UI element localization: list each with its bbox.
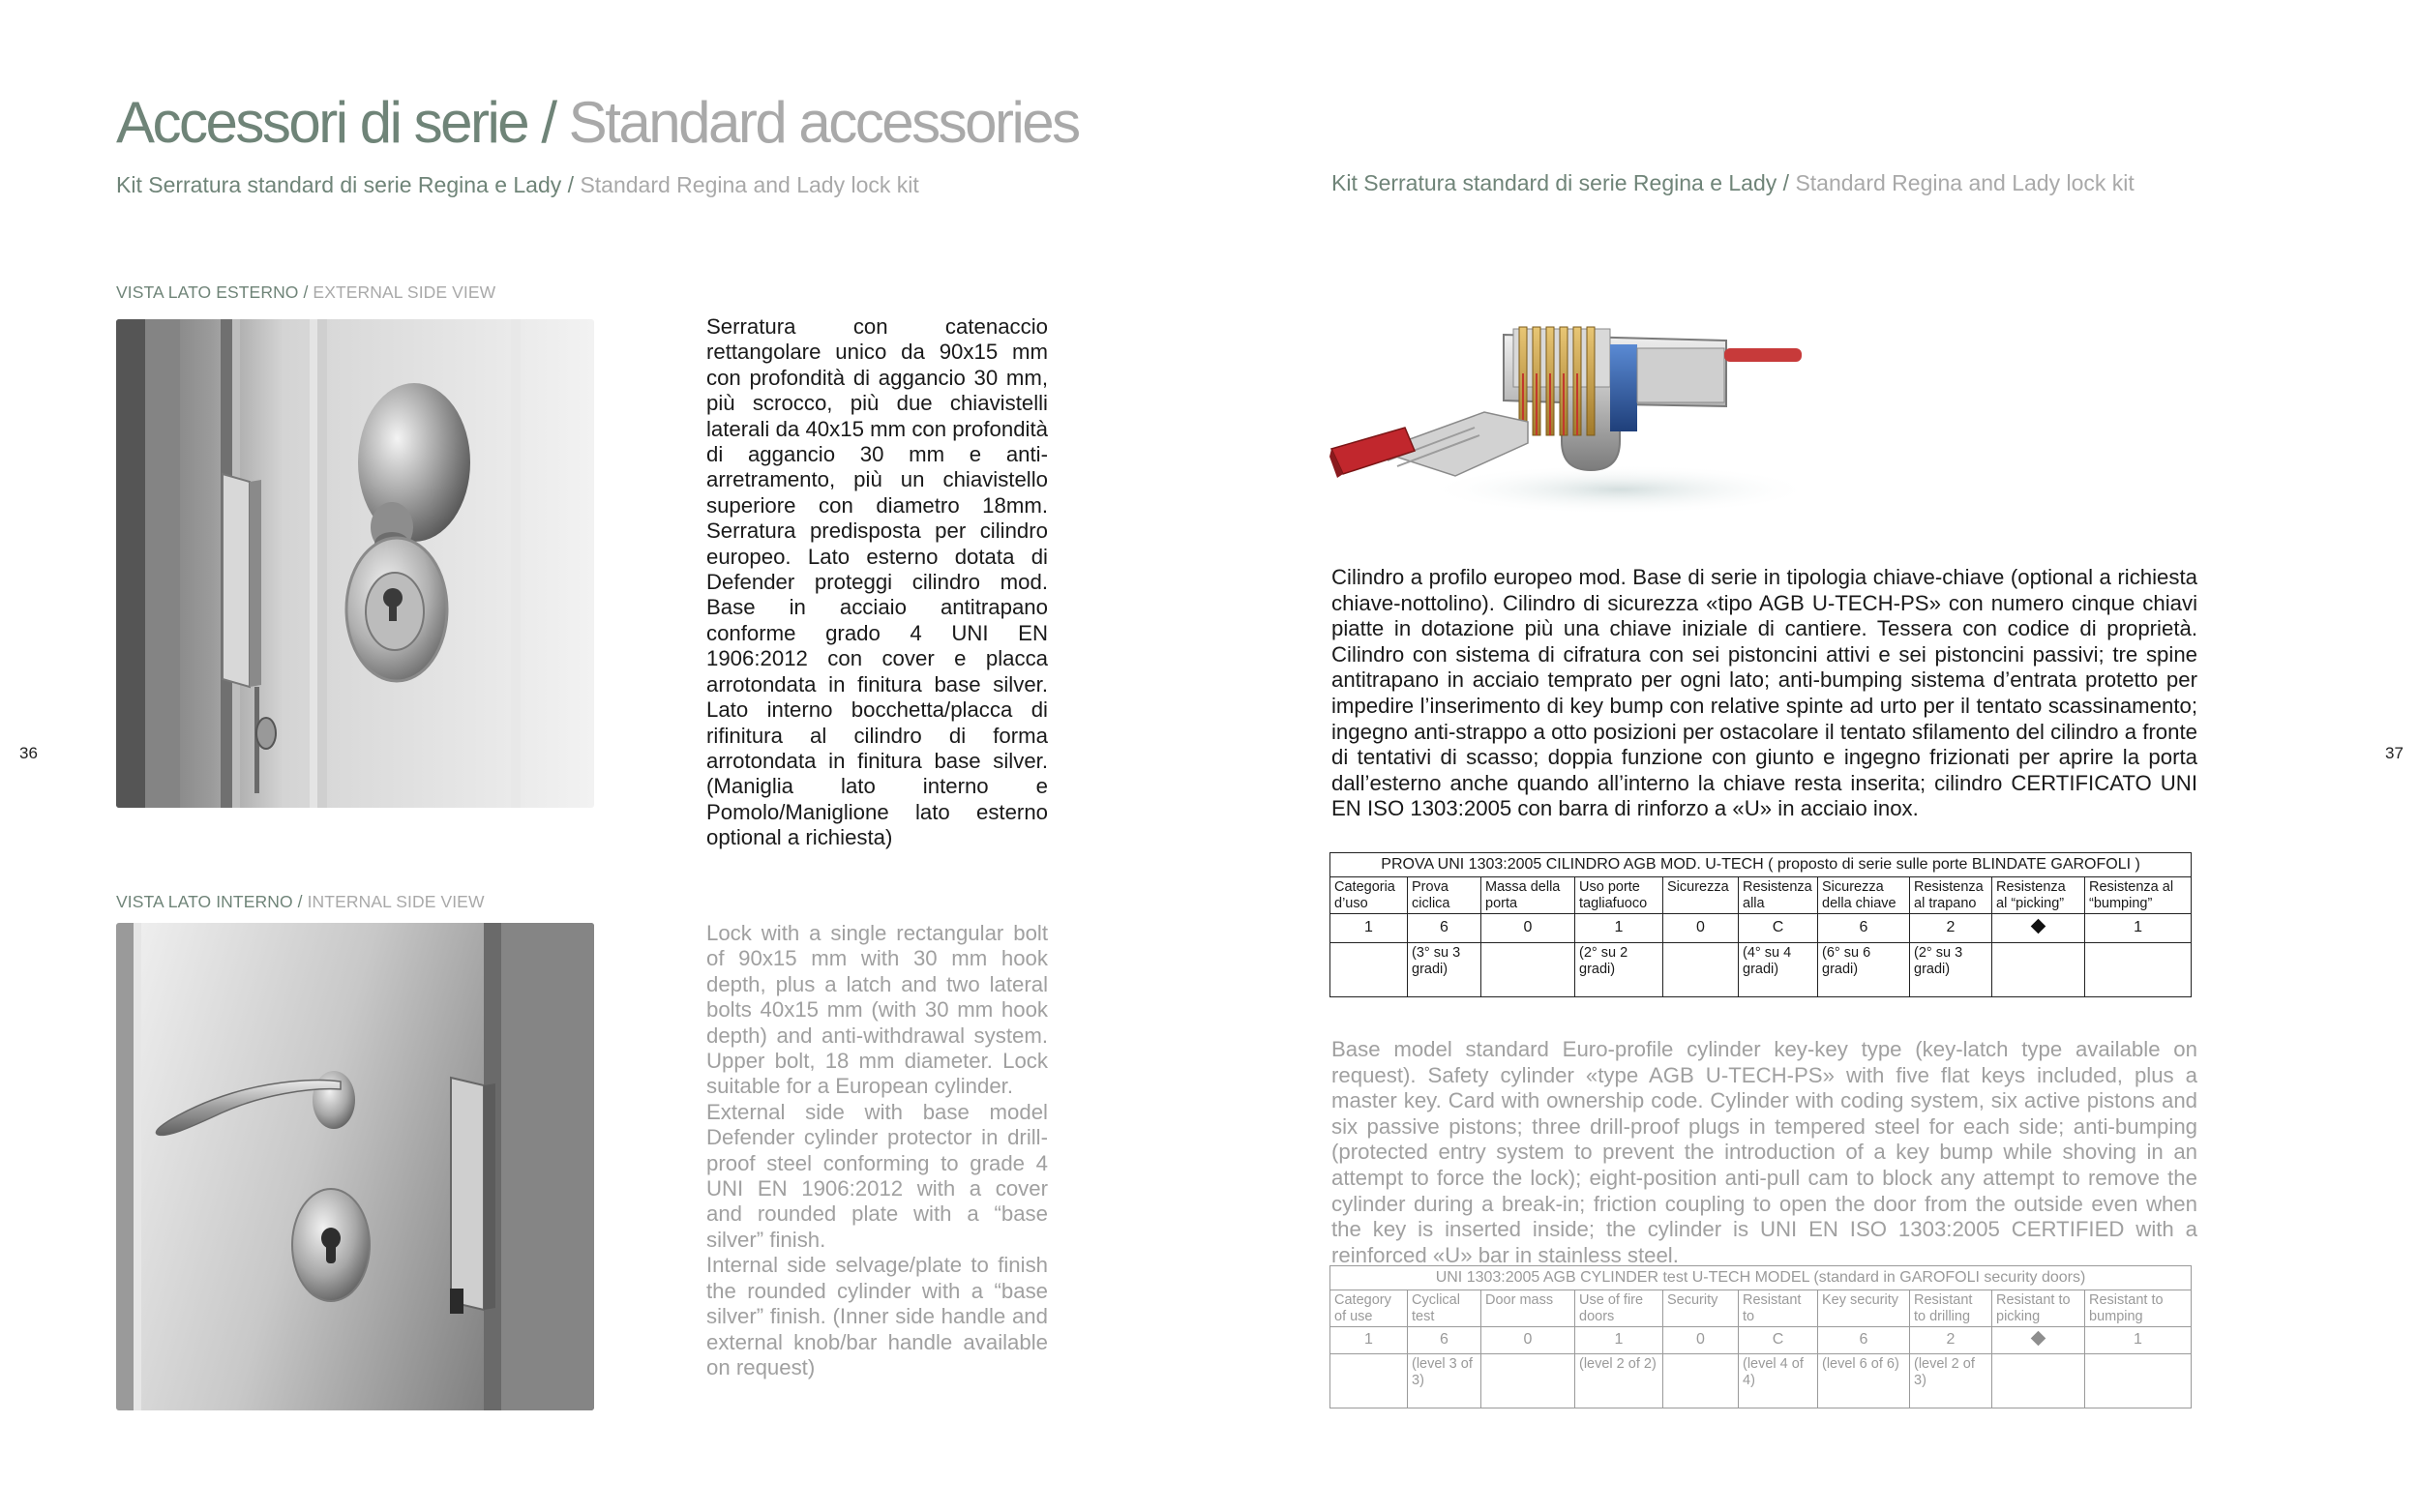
table-header-cell: Resistant to drilling	[1910, 1290, 1992, 1327]
table-note-cell: (6° su 6 gradi)	[1818, 943, 1910, 997]
right-kit-subtitle-english: Standard Regina and Lady lock kit	[1795, 170, 2135, 195]
table-note-cell: (level 2 of 3)	[1910, 1354, 1992, 1408]
table-caption: UNI 1303:2005 AGB CYLINDER test U-TECH MODEL (standard in GAROFOLI security doors)	[1330, 1266, 2192, 1290]
table-value-cell: 6	[1818, 1327, 1910, 1354]
table-header-cell: Security	[1663, 1290, 1739, 1327]
table-header-cell: Cyclical test	[1408, 1290, 1481, 1327]
table-note-cell	[1330, 1354, 1408, 1408]
table-value-cell: 0	[1481, 1327, 1575, 1354]
table-value-cell: 1	[1575, 914, 1663, 943]
table-value-cell: 6	[1818, 914, 1910, 943]
table-header-cell: Resistenza al trapano	[1910, 877, 1992, 914]
table-note-cell	[1992, 1354, 2085, 1408]
lock-description-english	[706, 921, 1048, 1380]
table-value-cell	[1992, 1327, 2085, 1354]
table-header-cell: Massa della porta	[1481, 877, 1575, 914]
left-kit-subtitle-english: Standard Regina and Lady lock kit	[580, 172, 919, 197]
table-header-cell: Resistant to bumping	[2085, 1290, 2192, 1327]
page-title	[116, 89, 1079, 156]
table-note-cell	[2085, 943, 2192, 997]
internal-view-label-english: INTERNAL SIDE VIEW	[307, 892, 485, 911]
cylinder-illustration	[1329, 306, 1833, 519]
right-kit-subtitle	[1331, 170, 2135, 196]
page-title-english: Standard accessories	[568, 90, 1079, 155]
table-header-cell: Uso porte tagliafuoco	[1575, 877, 1663, 914]
table-header-cell: Prova ciclica	[1408, 877, 1481, 914]
table-header-cell: Use of fire doors	[1575, 1290, 1663, 1327]
table-value-cell: 0	[1663, 1327, 1739, 1354]
table-value-cell	[1992, 914, 2085, 943]
table-value-cell: 6	[1408, 914, 1481, 943]
table-value-cell: 2	[1910, 1327, 1992, 1354]
table-note-cell: (2° su 2 gradi)	[1575, 943, 1663, 997]
table-caption: PROVA UNI 1303:2005 CILINDRO AGB MOD. U-TECH ( proposto di serie sulle porte BLINDATE GAROFOLI )	[1330, 853, 2192, 877]
table-note-cell: (level 2 of 2)	[1575, 1354, 1663, 1408]
table-note-cell: (level 3 of 3)	[1408, 1354, 1481, 1408]
table-value-cell: C	[1739, 914, 1818, 943]
table-note-cell	[2085, 1354, 2192, 1408]
table-value-cell: 1	[1575, 1327, 1663, 1354]
table-value-cell: 0	[1663, 914, 1739, 943]
page-number-right: 37	[2385, 744, 2404, 762]
internal-view-label-italian: VISTA LATO INTERNO /	[116, 892, 303, 911]
table-header-cell: Resistenza al “bumping”	[2085, 877, 2192, 914]
lock-description-italian-text: Serratura con catenaccio rettangolare unico da 90x15 mm con profondità di aggancio 30 mm, più scrocco, più due chiavistelli laterali da 40x15 mm con profondità di aggancio 30 mm e anti-arretramento, più un chiavistello superiore con diametro 18mm. Serratura predisposta per cilindro europeo. Lato esterno dotata di Defender proteggi cilindro mod. Base in acciaio antitrapano conforme grado 4 UNI EN 1906:2012 con cover e placca arrotondata in finitura base silver. Lato interno bocchetta/placca di rifinitura al cilindro di forma arrotondata in finitura base silver. (Maniglia lato interno e Pomolo/Maniglione lato esterno optional a richiesta)	[706, 314, 1048, 850]
table-value-cell: 1	[2085, 1327, 2192, 1354]
lock-description-italian	[706, 314, 1048, 851]
table-note-cell	[1481, 943, 1575, 997]
table-value-cell: 1	[1330, 1327, 1408, 1354]
cylinder-description-english	[1331, 1037, 2197, 1268]
right-kit-subtitle-italian: Kit Serratura standard di serie Regina e Lady /	[1331, 170, 1790, 195]
table-note-cell	[1663, 943, 1739, 997]
table-header-cell: Resistant to picking	[1992, 1290, 2085, 1327]
table-value-cell: 6	[1408, 1327, 1481, 1354]
cylinder-test-table-italian	[1329, 852, 2192, 997]
table-note-cell	[1992, 943, 2085, 997]
left-kit-subtitle-italian: Kit Serratura standard di serie Regina e Lady /	[116, 172, 575, 197]
table-header-cell: Categoria d’uso	[1330, 877, 1408, 914]
table-header-cell: Resistenza al “picking”	[1992, 877, 2085, 914]
table-note-cell	[1481, 1354, 1575, 1408]
table-note-cell	[1663, 1354, 1739, 1408]
page-number-left: 36	[19, 744, 38, 762]
external-view-label	[116, 282, 495, 303]
external-view-label-english: EXTERNAL SIDE VIEW	[313, 282, 496, 302]
cylinder-description-italian	[1331, 565, 2197, 822]
diamond-icon	[2031, 1331, 2046, 1347]
external-side-photo	[116, 319, 594, 808]
cylinder-description-italian-text: Cilindro a profilo europeo mod. Base di serie in tipologia chiave-chiave (optional a richiesta chiave-nottolino). Cilindro di sicurezza «tipo AGB U-TECH-PS» con numero cinque chiavi piatte in dotazione più una chiave iniziale di cantiere. Tessera con codice di proprietà. Cilindro con sistema di cifratura con sei pistoncini attivi e sei pistoncini passivi; tre spine antitrapano in acciaio temprato per ogni lato; anti-bumping sistema d’entrata protetto per impedire l’inserimento di key bump con relative spinte ad urto per il tentato scassinamento; ingegno anti-strappo a otto posizioni per ostacolare il tentato sfilamento del cilindro a fronte di tentativi di scasso; doppia funzione con giunto e ingegno frizionati per aprire la porta dall’esterno anche quando all’interno la chiave resta inserita; cilindro CERTIFICATO UNI EN ISO 1303:2005 con barra di rinforzo a «U» in acciaio inox.	[1331, 565, 2197, 821]
table-note-cell: (4° su 4 gradi)	[1739, 943, 1818, 997]
internal-side-photo	[116, 923, 594, 1410]
lock-description-english-p2: External side with base model Defender cylinder protector in drill-proof steel conforming to grade 4 UNI EN 1906:2012 with a cover and rounded plate with a “base silver” finish.	[706, 1099, 1048, 1252]
table-value-cell: 2	[1910, 914, 1992, 943]
table-value-cell: 1	[1330, 914, 1408, 943]
external-view-label-italian: VISTA LATO ESTERNO /	[116, 282, 309, 302]
table-note-cell: (3° su 3 gradi)	[1408, 943, 1481, 997]
table-header-cell: Door mass	[1481, 1290, 1575, 1327]
table-note-cell: (level 6 of 6)	[1818, 1354, 1910, 1408]
table-header-cell: Category of use	[1330, 1290, 1408, 1327]
lock-description-english-p1: Lock with a single rectangular bolt of 90x15 mm with 30 mm hook depth, plus a latch and two lateral bolts 40x15 mm (with 30 mm hook depth) and anti-withdrawal system. Upper bolt, 18 mm diameter. Lock suitable for a European cylinder.	[706, 921, 1048, 1099]
table-value-cell: 1	[2085, 914, 2192, 943]
lock-description-english-p3: Internal side selvage/plate to finish the rounded cylinder with a “base silver” finish. (Inner side handle and external knob/bar handle available on request)	[706, 1253, 1048, 1379]
table-note-cell	[1330, 943, 1408, 997]
table-note-cell: (2° su 3 gradi)	[1910, 943, 1992, 997]
cylinder-test-table-english	[1329, 1265, 2192, 1408]
table-header-cell: Sicurezza	[1663, 877, 1739, 914]
diamond-icon	[2031, 919, 2046, 934]
left-kit-subtitle	[116, 172, 919, 198]
cylinder-description-english-text: Base model standard Euro-profile cylinder key-key type (key-latch type available on request). Safety cylinder «type AGB U-TECH-PS» with five flat keys included, plus a master key. Card with ownership code. Cylinder with coding system, six active pistons and six passive pistons; three drill-proof plugs in tempered steel for each side; anti-bumping (protected entry system to prevent the introduction of a key bump while shoving in an attempt to force the lock); eight-position anti-pull cam to block any attempt to remove the cylinder during a break-in; friction coupling to open the door from the outside even when the key is inserted inside; the cylinder is UNI EN ISO 1303:2005 CERTIFIED with a reinforced «U» bar in stainless steel.	[1331, 1037, 2197, 1267]
table-header-cell: Resistenza alla	[1739, 877, 1818, 914]
table-value-cell: C	[1739, 1327, 1818, 1354]
table-header-cell: Resistant to	[1739, 1290, 1818, 1327]
table-header-cell: Sicurezza della chiave	[1818, 877, 1910, 914]
table-header-cell: Key security	[1818, 1290, 1910, 1327]
internal-view-label	[116, 892, 485, 912]
table-note-cell: (level 4 of 4)	[1739, 1354, 1818, 1408]
table-value-cell: 0	[1481, 914, 1575, 943]
page-title-italian: Accessori di serie /	[116, 90, 555, 155]
